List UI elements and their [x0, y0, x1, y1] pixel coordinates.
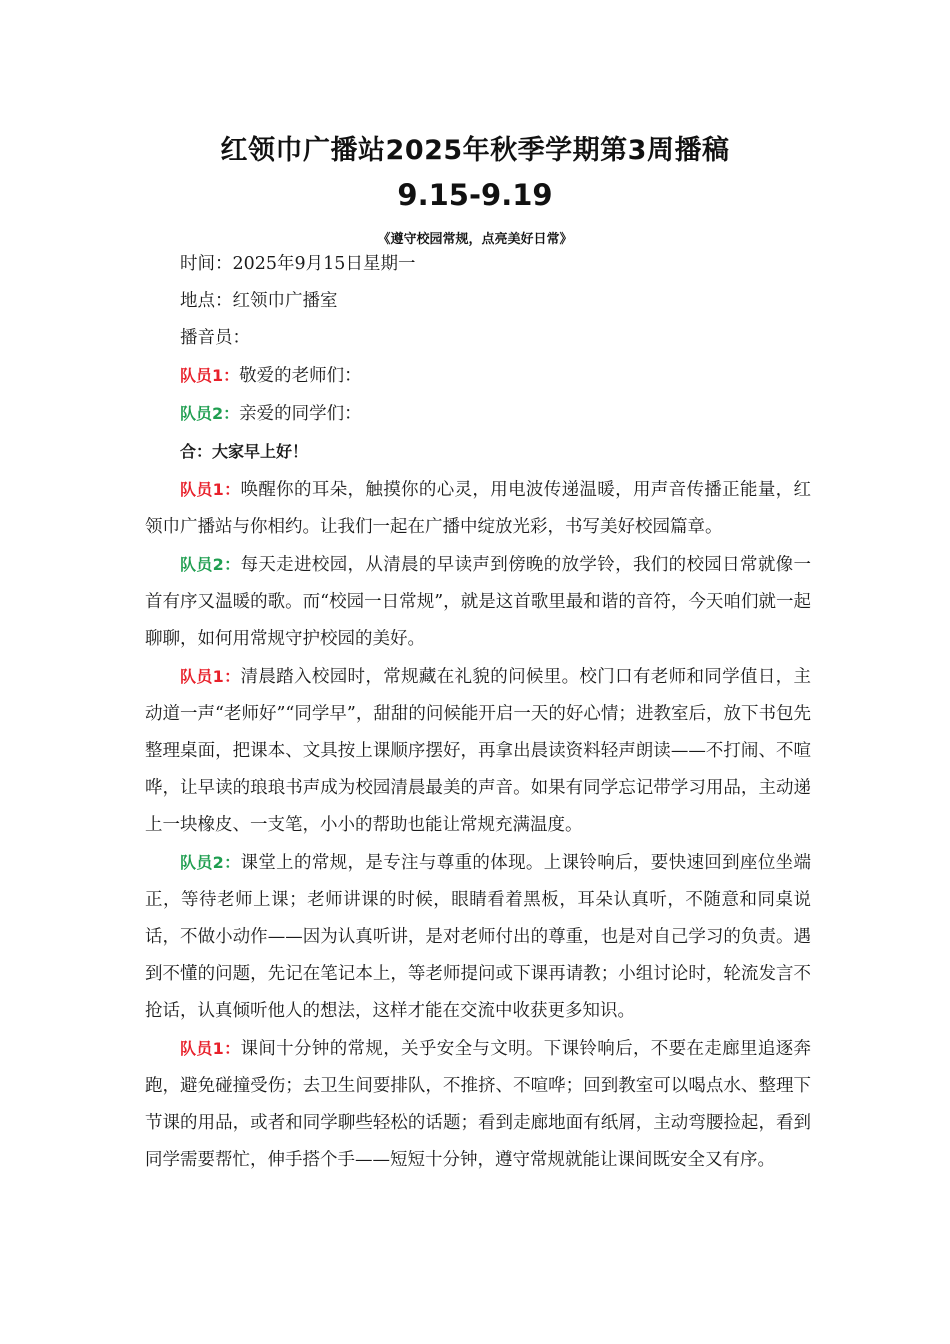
- greeting-line-2: [145, 395, 811, 433]
- time-line: 时间：2025年9月15日星期一: [180, 254, 416, 274]
- page-title: 红领巾广播站2025年秋季学期第3周播稿: [220, 135, 730, 166]
- paragraph-text: 清晨踏入校园时，常规藏在礼貌的问候里。校门口有老师和同学值日，主动道一声“老师好”“同学早”，甜甜的问候能开启一天的好心情；进教室后，放下书包先整理桌面，把课本、文具按上课顺序摆好，再拿出晨读资料轻声朗读——不打闹、不喧哗，让早读的琅琅书声成为校园清晨最美的声音。如果有同学忘记带学习用品，主动递上一块橡皮、一支笔，小小的帮助也能让常规充满温度。: [145, 667, 812, 835]
- speaker-2-label: 队员2：: [180, 555, 241, 574]
- script-paragraph: [145, 1030, 811, 1179]
- announcer-line: 播音员：: [180, 328, 250, 348]
- paragraph-text: 唤醒你的耳朵，触摸你的心灵，用电波传递温暖，用声音传播正能量，红领巾广播站与你相约。让我们一起在广播中绽放光彩，书写美好校园篇章。: [145, 480, 812, 537]
- place-line: 地点：红领巾广播室: [180, 291, 338, 311]
- speaker-1-label: 队员1：: [180, 667, 241, 686]
- together-text: 合：大家早上好！: [180, 442, 309, 461]
- speaker-2-label: 队员2：: [180, 853, 241, 872]
- paragraph-text: 课间十分钟的常规，关乎安全与文明。下课铃响后，不要在走廊里追逐奔跑，避免碰撞受伤；去卫生间要排队，不推挤、不喧哗；回到教室可以喝点水、整理下节课的用品，或者和同学聊些轻松的话题；看到走廊地面有纸屑，主动弯腰捡起，看到同学需要帮忙，伸手搭个手——短短十分钟，遵守常规就能让课间既安全又有序。: [145, 1039, 812, 1170]
- greeting-together: [145, 433, 811, 471]
- speaker-2-label: 队员2：: [180, 404, 240, 423]
- paragraph-text: 每天走进校园，从清晨的早读声到傍晚的放学铃，我们的校园日常就像一首有序又温暖的歌。而“校园一日常规”，就是这首歌里最和谐的音符，今天咱们就一起聊聊，如何用常规守护校园的美好。: [145, 555, 812, 649]
- script-paragraph: [145, 471, 811, 546]
- script-body: [145, 246, 811, 1179]
- greeting-line-1: [145, 357, 811, 395]
- script-paragraph: [145, 844, 811, 1030]
- paragraph-text: 课堂上的常规，是专注与尊重的体现。上课铃响后，要快速回到座位坐端正，等待老师上课；老师讲课的时候，眼睛看着黑板，耳朵认真听，不随意和同桌说话，不做小动作——因为认真听讲，是对老师付出的尊重，也是对自己学习的负责。遇到不懂的问题，先记在笔记本上，等老师提问或下课再请教；小组讨论时，轮流发言不抢话，认真倾听他人的想法，这样才能在交流中收获更多知识。: [145, 853, 812, 1021]
- script-paragraph: [145, 546, 811, 658]
- broadcast-subtitle: 《遵守校园常规，点亮美好日常》: [377, 232, 573, 247]
- speaker-1-label: 队员1：: [180, 1039, 241, 1058]
- speaker-1-label: 队员1：: [180, 366, 240, 385]
- script-paragraph: [145, 658, 811, 844]
- greeting-text: 敬爱的老师们：: [239, 366, 362, 386]
- greeting-text: 亲爱的同学们：: [239, 404, 362, 424]
- speaker-1-label: 队员1：: [180, 480, 241, 499]
- date-range: 9.15-9.19: [397, 178, 553, 212]
